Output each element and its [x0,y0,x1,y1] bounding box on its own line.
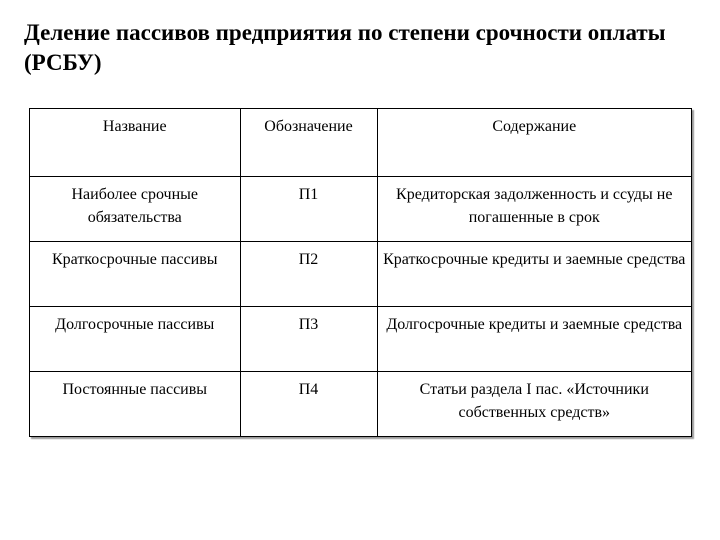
cell-designation: П2 [240,242,377,307]
cell-name: Долгосрочные пассивы [30,307,240,372]
table-header-row [30,109,691,177]
table-row [30,372,691,437]
liabilities-table-grid [30,109,691,436]
cell-content: Краткосрочные кредиты и заемные средства [377,242,691,307]
cell-content: Кредиторская задолженность и ссуды не погашенные в срок [377,177,691,242]
cell-designation: П4 [240,372,377,437]
cell-content: Долгосрочные кредиты и заемные средства [377,307,691,372]
column-header-designation: Обозначение [240,109,377,177]
table-row [30,242,691,307]
cell-designation: П3 [240,307,377,372]
column-header-content: Содержание [377,109,691,177]
cell-name: Постоянные пассивы [30,372,240,437]
cell-name: Наиболее срочные обязательства [30,177,240,242]
column-header-name: Название [30,109,240,177]
page-title: Деление пассивов предприятия по степени срочности оплаты (РСБУ) [24,20,666,75]
table-row [30,307,691,372]
liabilities-table [29,108,692,437]
cell-designation: П1 [240,177,377,242]
cell-name: Краткосрочные пассивы [30,242,240,307]
cell-content: Статьи раздела I пас. «Источники собственных средств» [377,372,691,437]
table-row [30,177,691,242]
